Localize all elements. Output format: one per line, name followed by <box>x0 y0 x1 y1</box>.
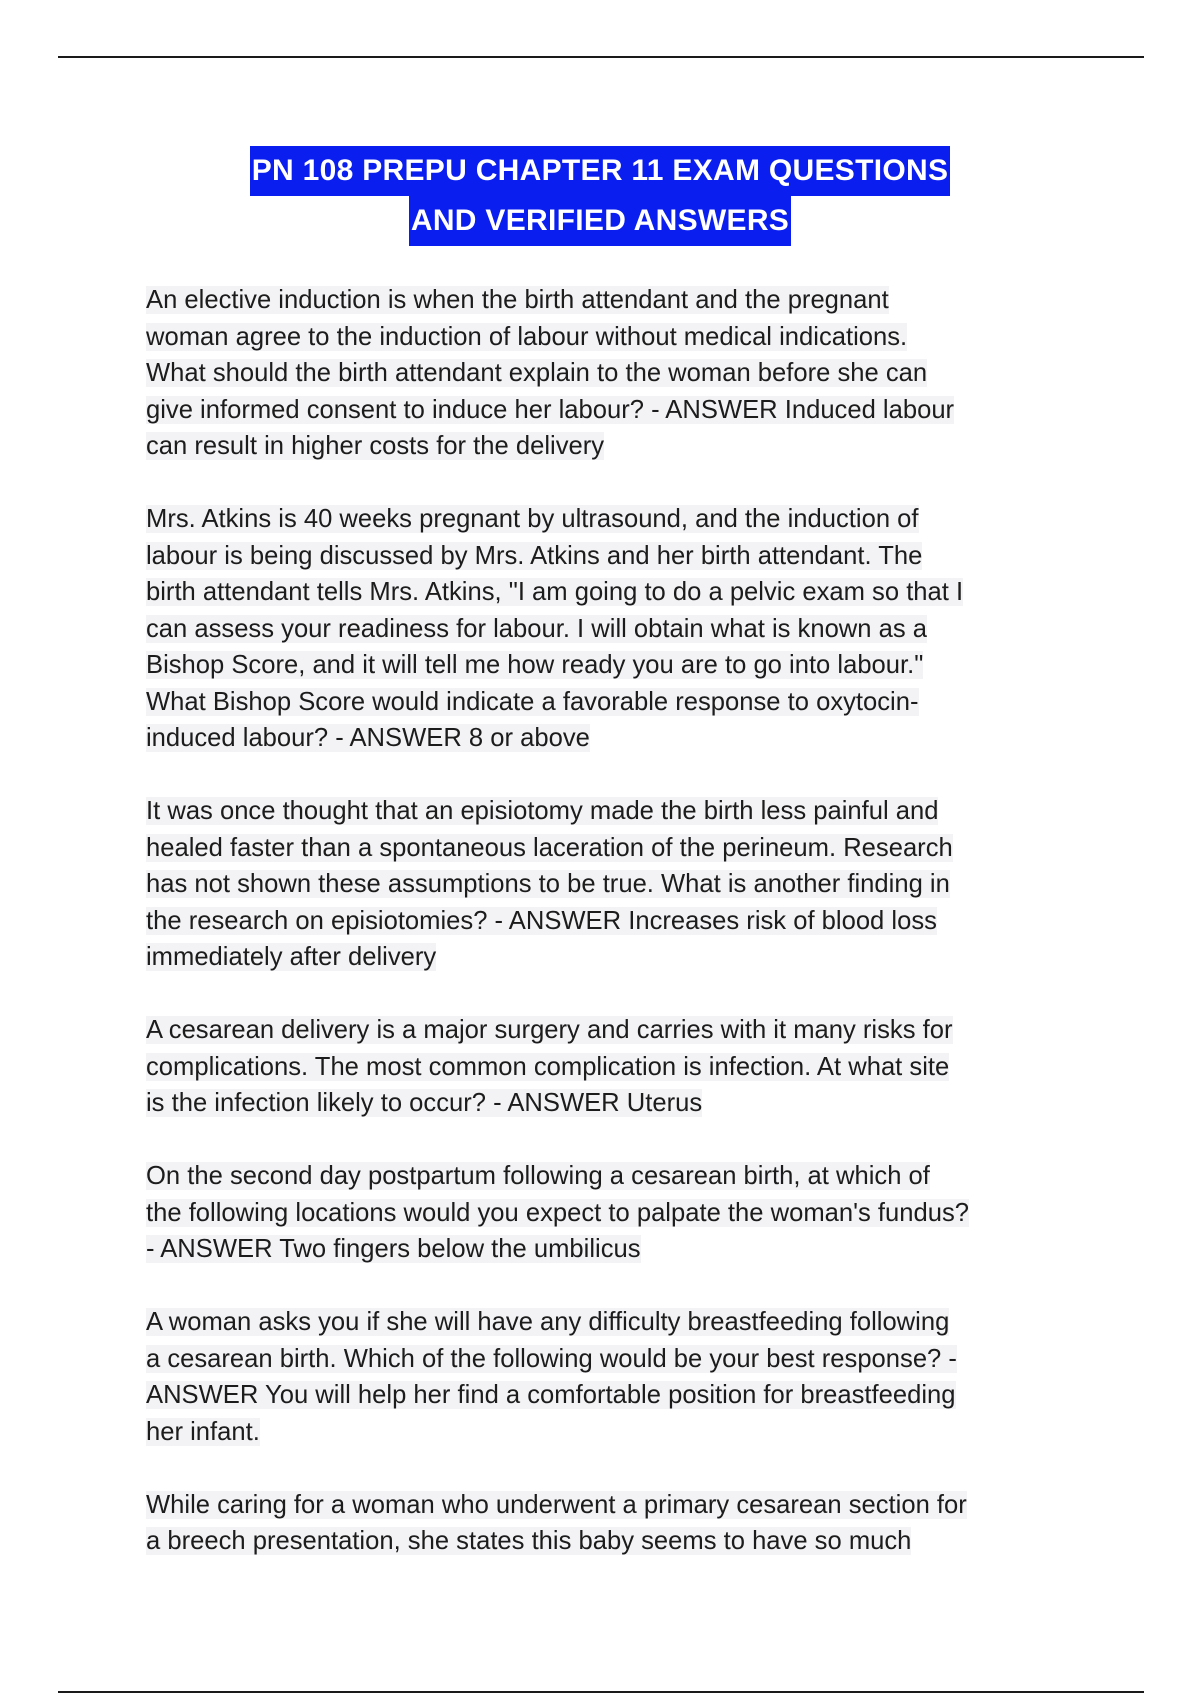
qa-text <box>146 1487 1066 1560</box>
qa-line: birth attendant tells Mrs. Atkins, "I am going to do a pelvic exam so that I <box>146 578 964 606</box>
qa-line: woman agree to the induction of labour without medical indications. <box>146 322 908 351</box>
qa-item <box>146 1158 1066 1268</box>
qa-line: complications. The most common complication is infection. At what site <box>146 1052 950 1081</box>
qa-line: a breech presentation, she states this baby seems to have so much <box>146 1527 912 1555</box>
qa-line: Mrs. Atkins is 40 weeks pregnant by ultrasound, and the induction of <box>146 505 919 533</box>
document-title <box>0 146 1200 246</box>
qa-line: the following locations would you expect to palpate the woman's fundus? <box>146 1198 969 1227</box>
qa-line: An elective induction is when the birth attendant and the pregnant <box>146 286 889 314</box>
qa-text <box>146 1158 1066 1268</box>
qa-line: has not shown these assumptions to be true. What is another finding in <box>146 870 950 898</box>
qa-text <box>146 1304 1066 1450</box>
qa-line: labour is being discussed by Mrs. Atkins and her birth attendant. The <box>146 541 923 570</box>
qa-line: give informed consent to induce her labour? - ANSWER Induced labour <box>146 395 955 424</box>
qa-item <box>146 282 1066 465</box>
qa-line: a cesarean birth. Which of the following would be your best response? - <box>146 1344 957 1373</box>
title-line-2: AND VERIFIED ANSWERS <box>409 196 791 246</box>
qa-text <box>146 501 1066 757</box>
top-rule <box>58 56 1144 58</box>
qa-item <box>146 1304 1066 1450</box>
qa-line: A cesarean delivery is a major surgery and carries with it many risks for <box>146 1016 953 1044</box>
qa-text <box>146 282 1066 465</box>
bottom-rule <box>58 1691 1144 1693</box>
qa-item <box>146 501 1066 757</box>
title-line-1: PN 108 PREPU CHAPTER 11 EXAM QUESTIONS <box>250 146 951 196</box>
qa-line: can assess your readiness for labour. I will obtain what is known as a <box>146 614 928 643</box>
qa-line: her infant. <box>146 1417 260 1446</box>
qa-line: On the second day postpartum following a cesarean birth, at which of <box>146 1162 930 1190</box>
qa-line: - ANSWER Two fingers below the umbilicus <box>146 1235 641 1263</box>
qa-line: A woman asks you if she will have any difficulty breastfeeding following <box>146 1308 950 1336</box>
qa-line: induced labour? - ANSWER 8 or above <box>146 724 590 752</box>
qa-line: is the infection likely to occur? - ANSWER Uterus <box>146 1089 703 1117</box>
qa-item <box>146 1487 1066 1560</box>
qa-item <box>146 793 1066 976</box>
qa-line: It was once thought that an episiotomy made the birth less painful and <box>146 797 939 825</box>
qa-line: Bishop Score, and it will tell me how ready you are to go into labour." <box>146 651 924 679</box>
qa-list <box>146 282 1066 1596</box>
qa-line: What Bishop Score would indicate a favorable response to oxytocin- <box>146 687 919 716</box>
qa-line: healed faster than a spontaneous laceration of the perineum. Research <box>146 833 953 862</box>
qa-item <box>146 1012 1066 1122</box>
qa-line: immediately after delivery <box>146 943 437 971</box>
qa-line: the research on episiotomies? - ANSWER Increases risk of blood loss <box>146 906 937 935</box>
qa-line: can result in higher costs for the delivery <box>146 432 605 460</box>
qa-line: ANSWER You will help her find a comfortable position for breastfeeding <box>146 1381 956 1409</box>
qa-text <box>146 1012 1066 1122</box>
qa-text <box>146 793 1066 976</box>
qa-line: While caring for a woman who underwent a primary cesarean section for <box>146 1490 967 1519</box>
qa-line: What should the birth attendant explain to the woman before she can <box>146 359 928 387</box>
